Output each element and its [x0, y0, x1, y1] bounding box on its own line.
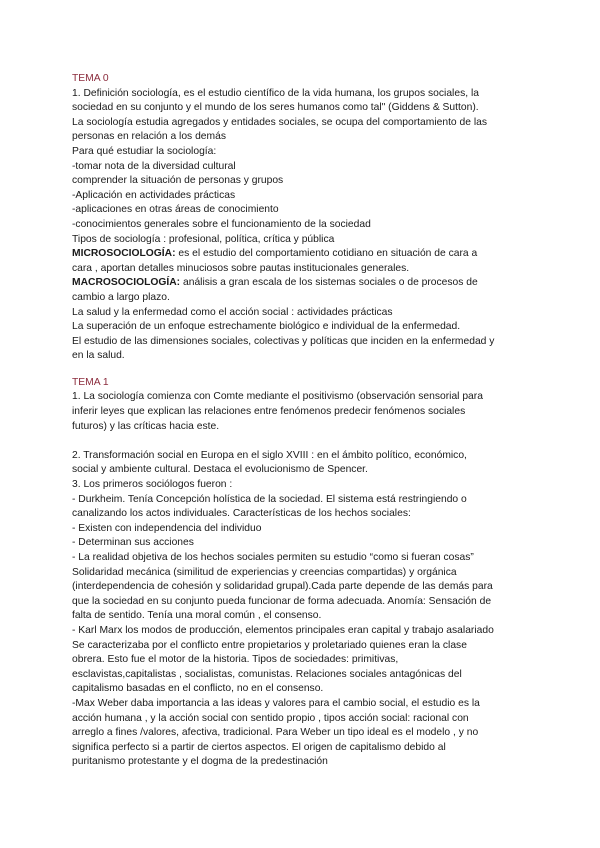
text-line: inferir leyes que explican las relaciones entre fenómenos predecir fenómenos sociales — [72, 406, 466, 418]
tema0-heading: TEMA 0 — [72, 73, 109, 84]
text-line: 3. Los primeros sociólogos fueron : — [72, 479, 233, 491]
paragraph-gap — [72, 434, 542, 449]
text-line: La salud y la enfermedad como el acción social : actividades prácticas — [72, 306, 393, 318]
text-line: esclavistas,capitalistas , socialistas, comunistas. Relaciones sociales antagónicas del — [72, 668, 462, 680]
text-line: cara , aportan detalles minuciosos sobre pautas institucionales generales. — [72, 262, 410, 274]
text-line: cambio a largo plazo. — [72, 291, 170, 303]
micro-def: es el estudio del comportamiento cotidiano en situación de cara a — [175, 248, 478, 260]
text-line: - Determinan sus acciones — [72, 537, 194, 549]
macro-definition — [72, 276, 542, 291]
text-line: sociedad en su conjunto y el mundo de los seres humanos como tal" (Giddens & Sutton). — [72, 102, 479, 114]
text-line: El estudio de las dimensiones sociales, colectivas y políticas que inciden en la enfermedad y — [72, 335, 495, 347]
text-line: - La realidad objetiva de los hechos sociales permiten su estudio “como si fueran cosas” — [72, 552, 474, 563]
tema0-lines — [72, 87, 542, 248]
text-line: obrera. Esto fue el motor de la historia. Tipos de sociedades: primitivas, — [72, 654, 399, 666]
text-line: que la sociedad en su conjunto pueda funcionar de forma adecuada. Anomía: Sensación de — [72, 595, 492, 607]
text-line: -conocimientos generales sobre el funcionamiento de la sociedad — [72, 218, 371, 230]
tema1-paragraph-1 — [72, 390, 542, 434]
text-line: personas en relación a los demás — [72, 131, 226, 143]
text-line: -aplicaciones en otras áreas de conocimiento — [72, 204, 279, 216]
text-line: en la salud. — [72, 350, 125, 362]
micro-definition — [72, 247, 542, 262]
text-line: comprender la situación de personas y grupos — [72, 175, 284, 187]
text-line: Solidaridad mecánica (similitud de experiencias y creencias compartidas) y orgánica — [72, 566, 457, 578]
tema1-heading: TEMA 1 — [72, 376, 109, 388]
text-line: 1. La sociología comienza con Comte mediante el positivismo (observación sensorial para — [72, 391, 483, 403]
text-line: social y ambiente cultural. Destaca el evolucionismo de Spencer. — [72, 464, 368, 476]
text-line: 2. Transformación social en Europa en el siglo XVIII : en el ámbito político, económico, — [72, 449, 467, 461]
text-line: falta de sentido. Tenía una moral común , el consenso. — [72, 610, 322, 622]
text-line: arreglo a fines /valores, afectiva, tradicional. Para Weber un tipo ideal es el modelo , y no — [72, 727, 479, 739]
text-line: La superación de un enfoque estrechamente biológico e individual de la enfermedad. — [72, 321, 461, 333]
macro-def: análisis a gran escala de los sistemas sociales o de procesos de — [180, 277, 478, 289]
text-line: Se caracterizaba por el conflicto entre propietarios y proletariado quienes eran la clase — [72, 639, 467, 651]
text-line: - Existen con independencia del individuo — [72, 522, 262, 534]
micro-term: MICROSOCIOLOGÍA: — [72, 248, 176, 260]
tema0-lines-after — [72, 306, 542, 364]
tema1-paragraph-2 — [72, 449, 542, 770]
document-body — [72, 72, 542, 770]
text-line: Tipos de sociología : profesional, política, crítica y pública — [72, 233, 335, 245]
text-line: futuros) y las críticas hacia este. — [72, 420, 220, 432]
text-line: Para qué estudiar la sociología: — [72, 145, 217, 157]
text-line: 1. Definición sociología, es el estudio científico de la vida humana, los grupos sociales, la — [72, 87, 479, 99]
text-line: - Durkheim. Tenía Concepción holística de la sociedad. El sistema está restringiendo o — [72, 493, 467, 505]
text-line: -tomar nota de la diversidad cultural — [72, 160, 236, 172]
text-line: (interdependencia de cohesión y solidaridad grupal).Cada parte depende de las demás para — [72, 581, 493, 593]
text-line: puritanismo protestante y el dogma de la predestinación — [72, 756, 328, 768]
text-line: - Karl Marx los modos de producción, elementos principales eran capital y trabajo asalariado — [72, 624, 494, 636]
text-line: capitalismo basadas en el conflicto, no en el consenso. — [72, 683, 324, 695]
text-line: -Max Weber daba importancia a las ideas y valores para el cambio social, el estudio es la — [72, 697, 480, 709]
text-line: -Aplicación en actividades prácticas — [72, 189, 236, 201]
text-line: significa perfecto si a partir de ciertos aspectos. El origen de capitalismo debido al — [72, 741, 446, 753]
text-line: canalizando los actos individuales. Características de los hechos sociales: — [72, 508, 411, 520]
text-line: La sociología estudia agregados y entidades sociales, se ocupa del comportamiento de las — [72, 116, 487, 128]
macro-term: MACROSOCIOLOGÍA: — [72, 277, 181, 289]
text-line: acción humana , y la acción social con sentido propio , tipos acción social: racional con — [72, 712, 469, 724]
